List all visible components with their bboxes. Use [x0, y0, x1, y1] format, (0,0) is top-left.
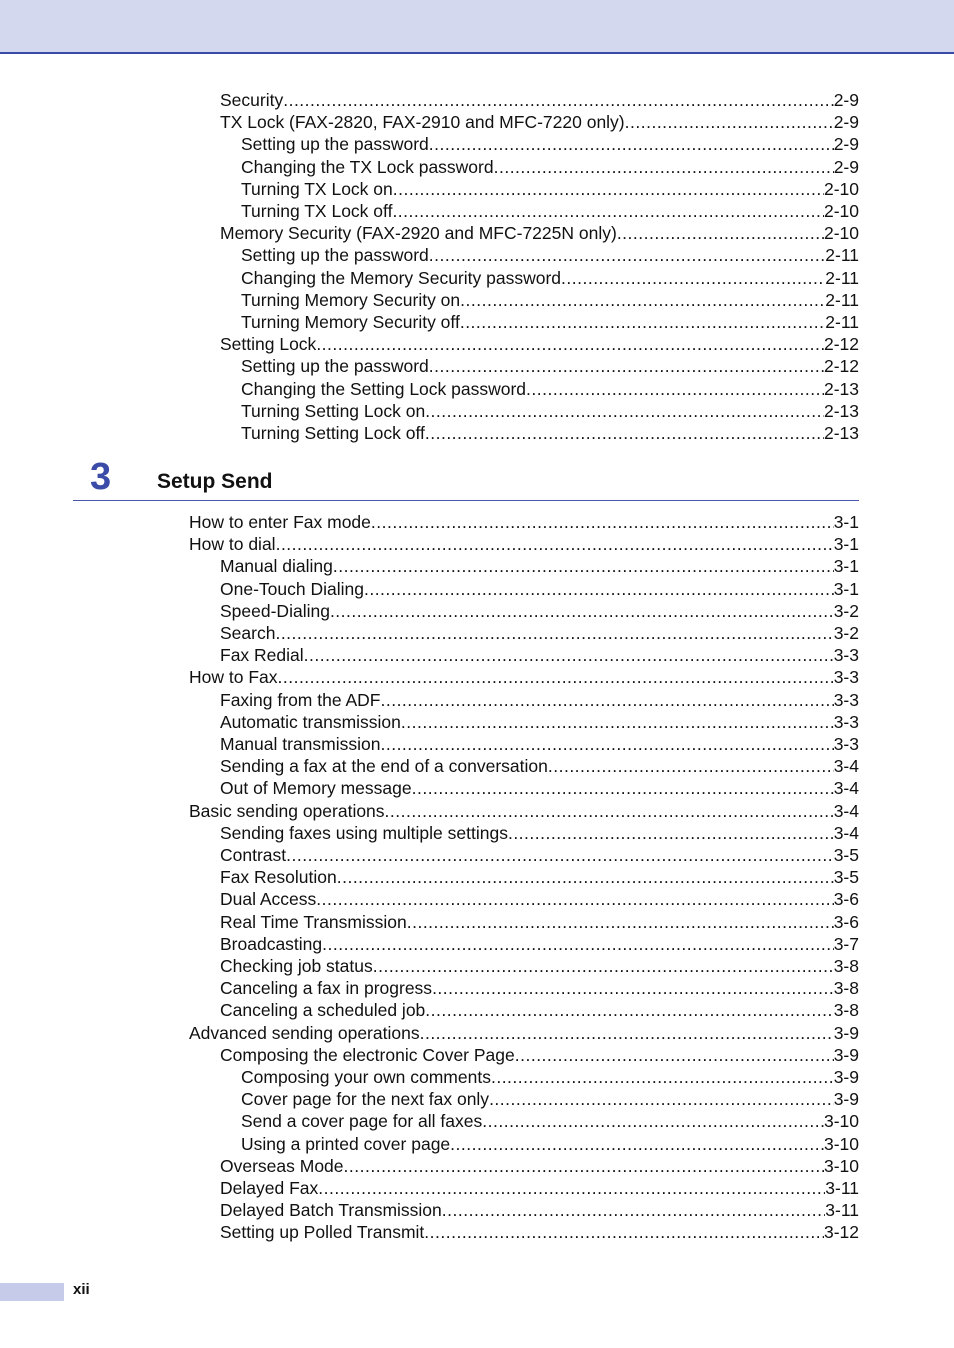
- toc-dot-leader: [393, 178, 824, 200]
- toc-entry-page: 3-5: [833, 845, 859, 865]
- toc-dot-leader: [286, 844, 834, 866]
- toc-entry[interactable]: [220, 911, 859, 933]
- toc-entry-title: Cover page for the next fax only: [241, 1089, 490, 1110]
- toc-dot-leader: [548, 755, 834, 777]
- toc-entry-page: 3-3: [833, 689, 859, 710]
- toc-entry-page: 2-9: [833, 112, 859, 133]
- toc-entry-page: 2-10: [823, 201, 859, 221]
- toc-dot-leader: [322, 933, 834, 955]
- toc-entry[interactable]: [220, 933, 859, 955]
- toc-dot-leader: [275, 622, 833, 644]
- toc-entry-page: 3-3: [833, 711, 859, 732]
- toc-dot-leader: [380, 733, 833, 755]
- toc-entry[interactable]: [241, 1088, 859, 1110]
- toc-dot-leader: [304, 644, 834, 666]
- toc-entry-page: 3-7: [833, 933, 859, 954]
- toc-entry-page: 3-2: [833, 623, 859, 643]
- toc-entry[interactable]: [220, 1199, 859, 1221]
- toc-entry[interactable]: [241, 378, 859, 400]
- page-number: xii: [73, 1281, 90, 1298]
- toc-entry-title: Changing the TX Lock password: [241, 156, 494, 177]
- toc-entry-page: 3-4: [833, 822, 859, 843]
- toc-dot-leader: [337, 866, 834, 888]
- toc-entry[interactable]: [241, 244, 859, 266]
- toc-entry-page: 2-10: [823, 178, 859, 199]
- toc-entry-title: Send a cover page for all faxes: [241, 1111, 483, 1132]
- toc-entry[interactable]: [220, 1155, 859, 1177]
- toc-entry-page: 3-1: [833, 534, 859, 555]
- toc-entry[interactable]: [241, 400, 859, 422]
- toc-entry-page: 3-9: [833, 1067, 859, 1087]
- toc-dot-leader: [508, 822, 834, 844]
- toc-entry-page: 2-9: [833, 156, 859, 177]
- toc-dot-leader: [412, 777, 834, 799]
- toc-entry[interactable]: [220, 1177, 859, 1199]
- footer-band: [0, 1283, 64, 1301]
- toc-entry[interactable]: [220, 89, 859, 111]
- toc-entry-page: 3-12: [823, 1222, 859, 1243]
- toc-entry-title: Fax Redial: [220, 645, 304, 666]
- toc-entry[interactable]: [220, 888, 859, 910]
- toc-dot-leader: [425, 999, 833, 1021]
- toc-dot-leader: [450, 1133, 824, 1155]
- toc-entry-page: 3-9: [833, 1044, 859, 1065]
- toc-entry-page: 3-6: [833, 911, 859, 932]
- toc-entry-title: Checking job status: [220, 956, 373, 976]
- toc-entry[interactable]: [241, 267, 859, 289]
- toc-entry-title: Contrast: [220, 845, 287, 865]
- toc-entry[interactable]: [220, 555, 859, 577]
- toc-entry-page: 2-11: [825, 245, 859, 266]
- toc-dot-leader: [561, 267, 825, 289]
- toc-dot-leader: [617, 222, 824, 244]
- toc-entry-title: Composing your own comments: [241, 1067, 491, 1087]
- toc-entry-page: 3-9: [833, 1089, 859, 1110]
- toc-entry-page: 3-8: [833, 978, 859, 999]
- toc-entry-page: 3-3: [833, 734, 859, 754]
- toc-entry-title: Search: [220, 623, 276, 643]
- toc-entry[interactable]: [189, 511, 859, 533]
- toc-entry[interactable]: [189, 1022, 859, 1044]
- toc-dot-leader: [420, 1022, 834, 1044]
- toc-entry-title: TX Lock (FAX-2820, FAX-2910 and MFC-7220 only): [220, 112, 625, 133]
- toc-entry-page: 2-11: [825, 289, 859, 310]
- toc-entry-title: Speed-Dialing: [220, 600, 330, 621]
- toc-entry-page: 3-8: [833, 1000, 859, 1021]
- toc-dot-leader: [489, 1088, 834, 1110]
- toc-dot-leader: [318, 1177, 825, 1199]
- toc-dot-leader: [344, 1155, 824, 1177]
- toc-entry-title: Memory Security (FAX-2920 and MFC-7225N only): [220, 223, 617, 244]
- toc-entry-page: 3-10: [823, 1133, 859, 1154]
- toc-entry-title: Delayed Batch Transmission: [220, 1200, 442, 1221]
- toc-entry[interactable]: [220, 644, 859, 666]
- toc-dot-leader: [316, 333, 824, 355]
- toc-entry[interactable]: [241, 178, 859, 200]
- toc-entry-page: 2-13: [823, 400, 859, 421]
- toc-entry[interactable]: [189, 800, 859, 822]
- toc-dot-leader: [425, 400, 824, 422]
- header-band: [0, 0, 954, 54]
- toc-dot-leader: [371, 511, 834, 533]
- toc-entry-title: Delayed Fax: [220, 1178, 319, 1198]
- toc-entry[interactable]: [220, 689, 859, 711]
- toc-entry[interactable]: [220, 999, 859, 1021]
- toc-entry-page: 2-9: [833, 134, 859, 155]
- toc-entry-page: 2-11: [825, 312, 859, 332]
- toc-dot-leader: [392, 200, 824, 222]
- toc-dot-leader: [373, 955, 834, 977]
- toc-entry[interactable]: [241, 422, 859, 444]
- toc-dot-leader: [625, 111, 834, 133]
- toc-entry-page: 3-4: [833, 778, 859, 799]
- toc-entry[interactable]: [220, 822, 859, 844]
- toc-entry-title: Setting up the password: [241, 134, 429, 155]
- toc-entry-page: 3-1: [833, 578, 859, 599]
- toc-entry-title: Setting up the password: [241, 356, 429, 377]
- toc-dot-leader: [364, 578, 834, 600]
- toc-entry-page: 3-9: [833, 1022, 859, 1043]
- toc-entry[interactable]: [241, 156, 859, 178]
- toc-entry-page: 3-11: [825, 1200, 859, 1221]
- toc-dot-leader: [526, 378, 824, 400]
- toc-entry-title: Dual Access: [220, 889, 317, 910]
- toc-entry-page: 3-10: [823, 1111, 859, 1132]
- toc-dot-leader: [407, 911, 834, 933]
- toc-entry[interactable]: [220, 622, 859, 644]
- toc-dot-leader: [429, 133, 834, 155]
- toc-entry-title: Composing the electronic Cover Page: [220, 1044, 515, 1065]
- toc-entry-title: Real Time Transmission: [220, 911, 407, 932]
- toc-entry[interactable]: [220, 755, 859, 777]
- toc-dot-leader: [276, 533, 834, 555]
- toc-entry-title: Canceling a fax in progress: [220, 978, 433, 999]
- toc-entry[interactable]: [220, 955, 859, 977]
- toc-entry-title: Turning Memory Security off: [241, 312, 460, 332]
- toc-entry[interactable]: [241, 1110, 859, 1132]
- toc-entry-title: Automatic transmission: [220, 711, 401, 732]
- toc-entry-title: Overseas Mode: [220, 1155, 344, 1176]
- toc-dot-leader: [425, 422, 824, 444]
- toc-entry[interactable]: [241, 289, 859, 311]
- toc-dot-leader: [333, 555, 834, 577]
- toc-entry-title: Setting Lock: [220, 334, 317, 355]
- toc-entry-title: Out of Memory message: [220, 778, 412, 799]
- toc-entry-title: How to dial: [189, 534, 276, 555]
- chapter-title: Setup Send: [157, 470, 273, 493]
- toc-entry-title: Advanced sending operations: [189, 1022, 420, 1043]
- toc-entry-title: Turning TX Lock on: [241, 178, 393, 199]
- toc-entry-title: Manual dialing: [220, 556, 333, 577]
- toc-entry-title: Sending faxes using multiple settings: [220, 822, 508, 843]
- toc-entry[interactable]: [220, 111, 859, 133]
- toc-entry-title: One-Touch Dialing: [220, 578, 364, 599]
- toc-entry-title: Fax Resolution: [220, 867, 337, 888]
- toc-entry-title: How to Fax: [189, 667, 278, 688]
- toc-entry[interactable]: [220, 866, 859, 888]
- toc-dot-leader: [482, 1110, 824, 1132]
- toc-dot-leader: [494, 156, 834, 178]
- toc-entry-title: Turning TX Lock off: [241, 201, 393, 221]
- toc-entry-title: Setting up the password: [241, 245, 429, 266]
- toc-entry[interactable]: [220, 1221, 859, 1243]
- toc-entry[interactable]: [220, 222, 859, 244]
- toc-entry[interactable]: [220, 777, 859, 799]
- toc-entry-title: Broadcasting: [220, 933, 323, 954]
- toc-entry[interactable]: [220, 1044, 859, 1066]
- toc-entry[interactable]: [241, 311, 859, 333]
- toc-entry[interactable]: [220, 578, 859, 600]
- toc-entry-title: Changing the Setting Lock password: [241, 378, 527, 399]
- toc-entry-title: Turning Memory Security on: [241, 289, 461, 310]
- toc-dot-leader: [460, 289, 825, 311]
- toc-entry[interactable]: [220, 333, 859, 355]
- toc-entry-page: 3-3: [833, 667, 859, 688]
- toc-entry[interactable]: [220, 711, 859, 733]
- toc-entry-title: Basic sending operations: [189, 800, 385, 821]
- toc-entry-page: 3-5: [833, 867, 859, 888]
- toc-entry-page: 3-3: [833, 645, 859, 666]
- toc-entry-page: 3-4: [833, 800, 859, 821]
- toc-dot-leader: [401, 711, 834, 733]
- toc-entry-title: Sending a fax at the end of a conversation: [220, 756, 548, 777]
- toc-entry-title: Turning Setting Lock on: [241, 400, 426, 421]
- toc-entry[interactable]: [189, 533, 859, 555]
- toc-entry[interactable]: [241, 1133, 859, 1155]
- toc-entry-page: 3-6: [833, 889, 859, 910]
- toc-entry[interactable]: [241, 133, 859, 155]
- toc-dot-leader: [424, 1221, 824, 1243]
- toc-entry-title: Setting up Polled Transmit: [220, 1222, 425, 1243]
- toc-entry-page: 3-10: [823, 1155, 859, 1176]
- toc-entry-title: Canceling a scheduled job: [220, 1000, 426, 1021]
- toc-entry-page: 3-2: [833, 600, 859, 621]
- toc-dot-leader: [278, 666, 834, 688]
- toc-entry-page: 3-1: [833, 556, 859, 577]
- toc-dot-leader: [316, 888, 833, 910]
- toc-entry-page: 2-9: [833, 90, 859, 110]
- toc-entry-page: 2-12: [823, 356, 859, 377]
- toc-entry[interactable]: [220, 844, 859, 866]
- toc-dot-leader: [442, 1199, 825, 1221]
- toc-dot-leader: [460, 311, 825, 333]
- toc-entry[interactable]: [241, 1066, 859, 1088]
- toc-entry[interactable]: [220, 733, 859, 755]
- toc-entry-page: 3-8: [833, 956, 859, 976]
- toc-entry-title: Manual transmission: [220, 734, 381, 754]
- toc-entry-page: 3-4: [833, 756, 859, 777]
- toc-dot-leader: [330, 600, 834, 622]
- toc-entry-page: 3-1: [833, 512, 859, 532]
- toc-entry-title: Faxing from the ADF: [220, 689, 381, 710]
- toc-entry-page: 3-11: [825, 1178, 859, 1198]
- toc-dot-leader: [491, 1066, 834, 1088]
- toc-dot-leader: [432, 977, 834, 999]
- toc-entry-page: 2-11: [825, 267, 859, 288]
- toc-entry-page: 2-13: [823, 423, 859, 443]
- toc-entry[interactable]: [241, 355, 859, 377]
- toc-entry[interactable]: [241, 200, 859, 222]
- toc-entry-page: 2-10: [823, 223, 859, 244]
- toc-entry-title: Changing the Memory Security password: [241, 267, 562, 288]
- toc-entry-title: How to enter Fax mode: [189, 512, 371, 532]
- chapter-divider: [73, 500, 859, 501]
- toc-dot-leader: [515, 1044, 834, 1066]
- chapter-number: 3: [90, 456, 112, 498]
- toc-entry-page: 2-13: [823, 378, 859, 399]
- toc-entry-title: Security: [220, 90, 284, 110]
- toc-dot-leader: [429, 244, 826, 266]
- toc-dot-leader: [380, 689, 833, 711]
- toc-dot-leader: [283, 89, 833, 111]
- toc-entry[interactable]: [220, 977, 859, 999]
- toc-entry[interactable]: [220, 600, 859, 622]
- toc-entry-page: 2-12: [823, 334, 859, 355]
- toc-entry-title: Turning Setting Lock off: [241, 423, 425, 443]
- toc-entry[interactable]: [189, 666, 859, 688]
- toc-entry-title: Using a printed cover page: [241, 1133, 451, 1154]
- toc-dot-leader: [385, 800, 834, 822]
- toc-dot-leader: [429, 355, 824, 377]
